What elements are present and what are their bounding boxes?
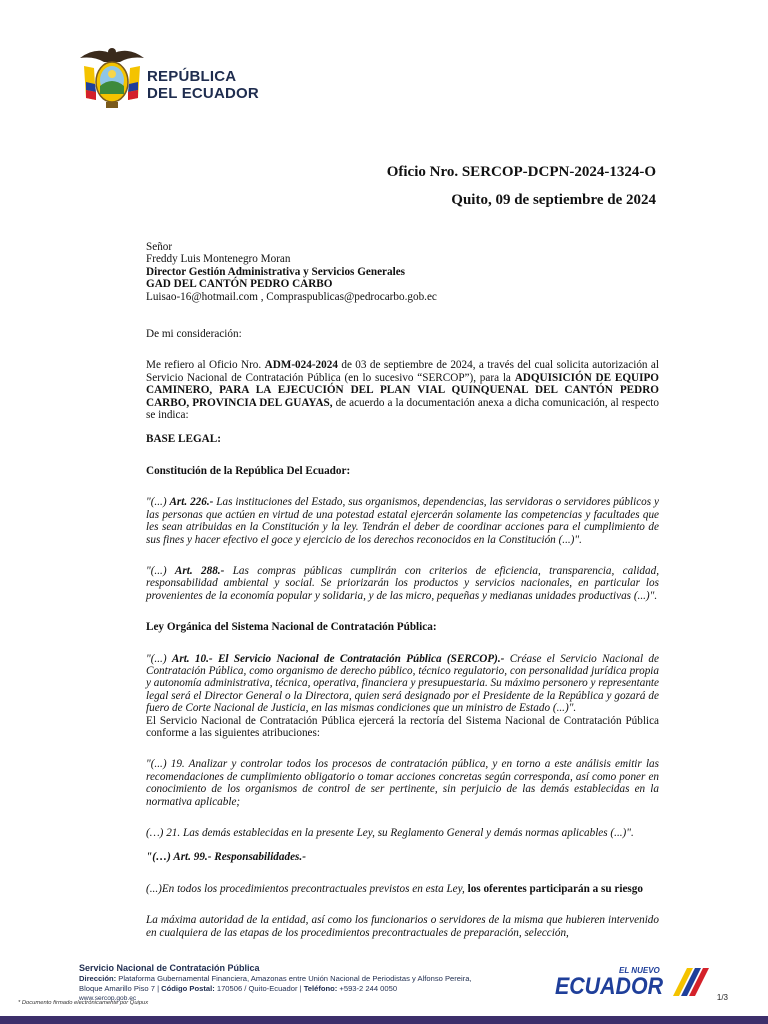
document-reference: Oficio Nro. SERCOP-DCPN-2024-1324-O bbox=[386, 164, 656, 180]
el-nuevo-ecuador-logo bbox=[553, 962, 713, 1002]
article-99-heading: "(…) Art. 99.- Responsabilidades.- bbox=[146, 851, 306, 864]
republic-logo-text bbox=[147, 68, 259, 102]
coat-of-arms-logo bbox=[76, 42, 148, 114]
greeting: De mi consideración: bbox=[146, 328, 242, 341]
salutation-title: Señor bbox=[146, 241, 173, 253]
losncp-heading: Ley Orgánica del Sistema Nacional de Contratación Pública: bbox=[146, 621, 437, 634]
constitution-heading: Constitución de la República Del Ecuador: bbox=[146, 464, 351, 477]
article-99-paragraph-1: (...)En todos los procedimientos precontractuales previstos en esta Ley, los oferentes participarán a su riesgo bbox=[146, 882, 643, 895]
logo-line-2: DEL ECUADOR bbox=[147, 85, 259, 102]
recipient-organization: GAD DEL CANTÓN PEDRO CARBO bbox=[146, 278, 333, 291]
base-legal-heading: BASE LEGAL: bbox=[146, 433, 221, 446]
recipient-name: Freddy Luis Montenegro Moran bbox=[146, 253, 291, 266]
footer-title: Servicio Nacional de Contratación Pública bbox=[79, 963, 260, 973]
document-date: Quito, 09 de septiembre de 2024 bbox=[451, 192, 656, 208]
intro-paragraph: Me refiero al Oficio Nro. ADM-024-2024 de 03 de septiembre de 2024, a través del cual solicita autorización al Servicio Nacional de Contratación Pública (en lo sucesivo “SERCOP”), para la ADQUISICIÓN DE EQUIPO CAMINERO, PARA LA EJECUCIÓN DEL PLAN VIAL QUINQUENAL DEL CANTÓN PEDRO CARBO, PROVINCIA DEL GUAYAS, de acuerdo a la documentación anexa a dicha comunicación, al respecto se indica: bbox=[146, 359, 660, 422]
item-21: (…) 21. Las demás establecidas en la presente Ley, su Reglamento General y demás normas aplicables (...)". bbox=[146, 827, 634, 839]
footer-website-link[interactable]: www.sercop.gob.ec bbox=[79, 994, 137, 1002]
logo-line-1: REPÚBLICA bbox=[147, 68, 237, 85]
brand-big-text: ECUADOR bbox=[555, 973, 664, 1000]
bottom-brand-bar bbox=[0, 1016, 768, 1024]
footer-address-2: Bloque Amarillo Piso 7 | Código Postal: 170506 / Quito-Ecuador | Teléfono: +593-2 244 0050 bbox=[79, 983, 398, 993]
item-19: "(...) 19. Analizar y controlar todos los procesos de contratación pública, y en torno a este análisis emitir las recomendaciones de cumplimiento obligatorio o tomar acciones concretas según corresponda, así como poner en conocimiento de los organismos de control de ser pertinente, sin perjuicio de las demás establecidas en la normativa aplicable; bbox=[146, 758, 659, 808]
recipient-emails: Luisao-16@hotmail.com , Compraspublicas@pedrocarbo.gob.ec bbox=[146, 290, 437, 303]
sercop-role-paragraph: El Servicio Nacional de Contratación Pública ejercerá la rectoría del Sistema Nacional de Contratación Pública conforme a las siguientes atribuciones: bbox=[146, 714, 659, 739]
page-number: 1/3 bbox=[716, 993, 728, 1002]
footer-address: Dirección: Plataforma Gubernamental Financiera, Amazonas entre Unión Nacional de Periodistas y Alfonso Pereira, bbox=[79, 974, 472, 983]
letter-body bbox=[146, 241, 659, 939]
article-288: "(...) Art. 288.- Las compras públicas cumplirán con criterios de eficiencia, transparencia, calidad, responsabilidad ambiental y social. Se priorizarán los productos y servicios nacionales, en particular los provenientes de la economía popular y solidaria, y de las micro, pequeñas y medianas unidades productivas (...)". bbox=[146, 564, 660, 602]
article-99-paragraph-2: La máxima autoridad de la entidad, así como los funcionarios o servidores de la misma que hubieren intervenido en cualquiera de las etapas de los procedimientos precontractuales de preparación, selección, bbox=[146, 914, 659, 939]
article-10: "(...) Art. 10.- El Servicio Nacional de Contratación Pública (SERCOP).- Créase el Servicio Nacional de Contratación Pública, como organismo de derecho público, técnico regulatorio, con personalidad jurídica propia y autonomía administrativa, técnica, operativa, financiera y presupuestaria. Su máximo personero y representante legal será el Director General o la Directora, quien será designado por el Presidente de la República y gozará de fuero de Corte Nacional de Justicia, en las mismas condiciones que un ministro de Estado (...)". bbox=[146, 652, 659, 715]
electronic-signature-note: * Documento firmado electrónicamente por Quipux bbox=[18, 1000, 149, 1006]
brand-small-text: EL NUEVO bbox=[619, 966, 660, 975]
recipient-position: Director Gestión Administrativa y Servicios Generales bbox=[146, 265, 406, 278]
article-226: "(...) Art. 226.- Las instituciones del Estado, sus organismos, dependencias, las servidoras o servidores públicos y las personas que actúen en virtud de una potestad estatal ejercerán solamente las competencias y facultades que les sean atribuidas en la Constitución y la ley. Tendrán el deber de coordinar acciones para el cumplimiento de sus fines y hacer efectivo el goce y ejercicio de los derechos reconocidos en la Constitución (...)". bbox=[146, 496, 659, 546]
footer-contact bbox=[79, 963, 519, 1003]
